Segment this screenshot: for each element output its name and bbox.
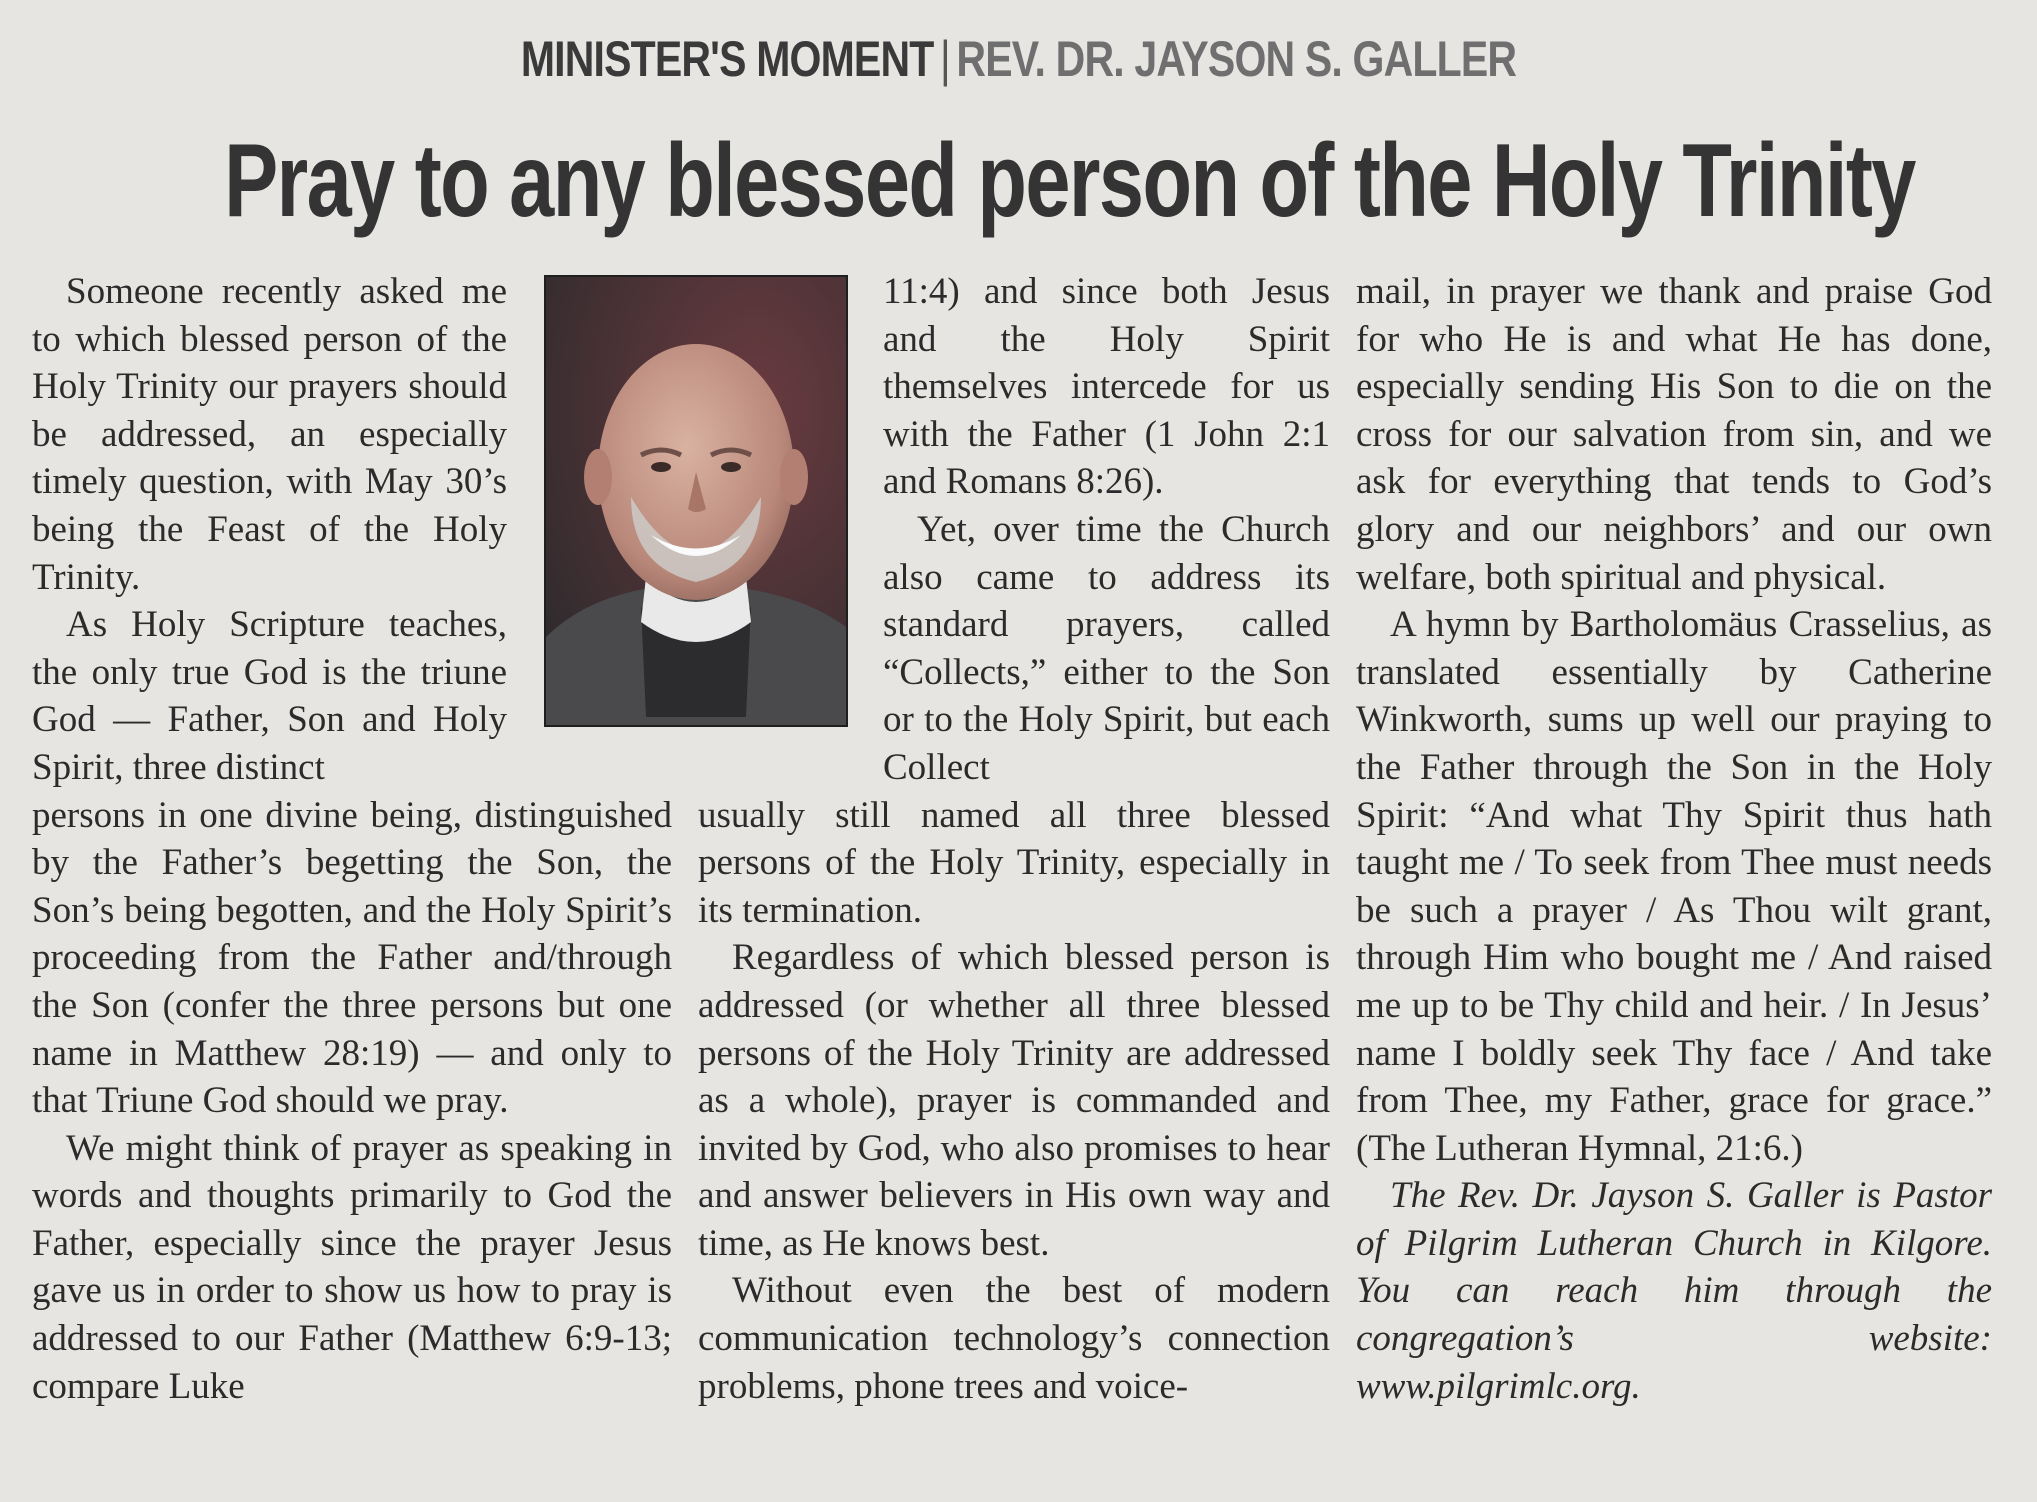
paragraph: A hymn by Bartholomäus Crasselius, as translated essentially by Catherine Winkworth, sums up well our praying to the Father through the Son in the Holy Spirit: “And what Thy Spirit thus hath taught me / To seek from Thee must needs be such a prayer / As Thou wilt grant, through Him who bought me / And raised me up to be Thy child and heir. / In Jesus’ name I boldly seek Thy face / And take from Thee, my Father, grace for grace.” (The Lutheran Hymnal, 21:6.) [1356, 604, 1992, 1169]
paragraph: Without even the best of modern communication technology’s connection problems, phone trees and voice- [698, 1270, 1330, 1407]
paragraph: We might think of prayer as speaking in words and thoughts primarily to God the Father, especially since the prayer Jesus gave us in order to show us how to pray is addressed to our Father (Matthew 6:9-13; compare Luke [32, 1127, 672, 1407]
article-column-2 [698, 268, 1330, 1410]
rubric-separator: | [940, 31, 950, 87]
column-name: MINISTER'S MOMENT [520, 31, 934, 87]
paragraph: mail, in prayer we thank and praise God for who He is and what He has done, especially sending His Son to die on the cross for our salvation from sin, and we ask for everything that tends to God’s glory and our neighbors’ and our own welfare, both spiritual and physical. [1356, 271, 1992, 598]
paragraph: usually still named all three blessed persons of the Holy Trinity, especially in its termination. [698, 794, 1330, 931]
byline: REV. DR. JAYSON S. GALLER [956, 31, 1517, 87]
column-rubric [183, 30, 1853, 88]
paragraph: Yet, over time the Church also came to address its standard prayers, called “Collects,” either to the Son or to the Holy Spirit, but each Collect [883, 508, 1330, 788]
paragraph: persons in one divine being, distinguished by the Father’s begetting the Son, the Son’s being begotten, and the Holy Spirit’s proceeding from the Father and/through the Son (confer the three persons but one name in Matthew 28:19) — and only to that Triune God should we pray. [32, 794, 672, 1122]
paragraph: 11:4) and since both Jesus and the Holy Spirit themselves intercede for us with the Father (1 John 2:1 and Romans 8:26). [883, 271, 1330, 503]
author-bio: The Rev. Dr. Jayson S. Galler is Pastor of Pilgrim Lutheran Church in Kilgore. You can reach him through the congregation’s website: www.pilgrimlc.org. [1356, 1175, 1992, 1407]
column-1-wrap-around-photo [32, 268, 507, 792]
headline: Pray to any blessed person of the Holy Trinity [224, 123, 1915, 239]
paragraph: Regardless of which blessed person is addressed (or whether all three blessed persons of the Holy Trinity are addressed as a whole), prayer is commanded and invited by God, who also promises to hear and answer believers in His own way and time, as He knows best. [698, 937, 1330, 1264]
article-column-1 [32, 268, 672, 1410]
article-column-3 [1356, 268, 1992, 1410]
paragraph: Someone recently asked me to which blessed person of the Holy Trinity our prayers should be addressed, an especially timely question, with May 30’s being the Feast of the Holy Trinity. [32, 271, 507, 598]
paragraph: As Holy Scripture teaches, the only true God is the triune God — Father, Son and Holy Spirit, three distinct [32, 604, 507, 788]
column-2-wrap-around-photo [883, 268, 1330, 792]
